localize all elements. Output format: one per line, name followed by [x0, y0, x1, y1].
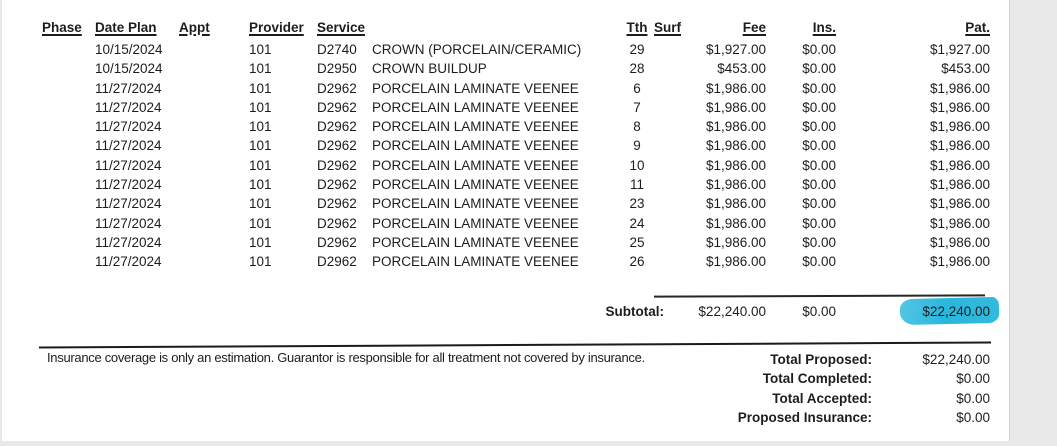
cell-tth: 6 [633, 80, 641, 96]
cell-phase [42, 194, 92, 213]
subtotal-ins: $0.00 [802, 304, 836, 319]
cell-surf [652, 175, 688, 194]
cell-desc: PORCELAIN LAMINATE VEENEE [372, 138, 579, 154]
cell-code: D2962 [317, 157, 357, 173]
cell-fee: $1,986.00 [705, 157, 766, 173]
cell-tth: 25 [629, 234, 645, 250]
cell-provider: 101 [249, 234, 272, 250]
table-row [2, 40, 1010, 59]
cell-tth: 24 [629, 215, 645, 231]
cell-desc: PORCELAIN LAMINATE VEENEE [372, 254, 579, 270]
cell-tth: 10 [629, 157, 645, 173]
cell-date: 10/15/2024 [95, 61, 163, 77]
column-header-appt: Appt [179, 20, 210, 35]
cell-provider: 101 [249, 61, 272, 77]
total-row [692, 389, 990, 408]
total-label: Total Completed: [762, 371, 872, 387]
cell-desc: PORCELAIN LAMINATE VEENEE [372, 80, 579, 96]
cell-appt [179, 156, 245, 175]
cell-date: 11/27/2024 [95, 177, 162, 193]
cell-tth: 28 [629, 61, 645, 77]
cell-pat: $1,986.00 [929, 138, 990, 154]
column-header-fee: Fee [742, 20, 766, 35]
column-header-date-plan: Date Plan [95, 20, 157, 35]
cell-ins: $0.00 [802, 42, 836, 57]
table-row [2, 136, 1010, 155]
cell-provider: 101 [249, 196, 272, 212]
cell-date: 11/27/2024 [95, 234, 162, 250]
cell-appt [179, 98, 245, 117]
totals-block [692, 350, 990, 427]
cell-code: D2962 [317, 177, 357, 193]
cell-date: 11/27/2024 [95, 215, 162, 231]
cell-tth: 29 [629, 42, 645, 57]
cell-tth: 26 [629, 254, 645, 270]
cell-fee: $1,986.00 [705, 177, 766, 193]
cell-phase [42, 59, 92, 78]
cell-pat: $1,986.00 [929, 99, 990, 115]
cell-phase [42, 98, 92, 117]
cell-fee: $1,927.00 [705, 42, 766, 57]
cell-code: D2950 [317, 61, 357, 77]
cell-surf [652, 117, 688, 136]
cell-fee: $1,986.00 [705, 215, 766, 231]
cell-surf [652, 252, 688, 271]
table-row [2, 233, 1010, 252]
cell-ins: $0.00 [802, 119, 836, 135]
subtotal-fee: $22,240.00 [698, 304, 766, 319]
cell-appt [179, 40, 245, 59]
table-rows [2, 40, 1010, 272]
insurance-disclaimer: Insurance coverage is only an estimation. Guarantor is responsible for all treatment not covered by insurance. [47, 350, 645, 365]
cell-fee: $1,986.00 [705, 80, 766, 96]
cell-provider: 101 [249, 138, 272, 154]
cell-ins: $0.00 [802, 177, 836, 193]
total-value: $0.00 [956, 409, 990, 425]
cell-desc: PORCELAIN LAMINATE VEENEE [372, 234, 579, 250]
column-header-ins: Ins. [812, 20, 836, 35]
cell-code: D2962 [317, 234, 357, 250]
cell-desc: PORCELAIN LAMINATE VEENEE [372, 119, 579, 135]
column-header-tth: Tth [626, 20, 648, 35]
subtotal-label: Subtotal: [605, 304, 664, 319]
table-row [2, 156, 1010, 175]
table-row [2, 117, 1010, 136]
cell-surf [652, 40, 688, 59]
cell-surf [652, 214, 688, 233]
cell-appt [179, 136, 245, 155]
cell-surf [652, 233, 688, 252]
cell-code: D2962 [317, 138, 357, 154]
cell-pat: $1,927.00 [929, 42, 990, 57]
cell-tth: 8 [633, 119, 641, 135]
cell-ins: $0.00 [802, 80, 836, 96]
subtotal-pat [836, 302, 990, 321]
cell-provider: 101 [249, 254, 272, 270]
cell-appt [179, 79, 245, 98]
cell-desc: CROWN (PORCELAIN/CERAMIC) [372, 42, 582, 57]
cell-appt [179, 214, 245, 233]
cell-phase [42, 156, 92, 175]
cell-pat: $1,986.00 [929, 80, 990, 96]
cell-code: D2962 [317, 196, 357, 212]
total-row [692, 350, 990, 369]
cell-pat: $1,986.00 [929, 119, 990, 135]
cell-code: D2962 [317, 215, 357, 231]
cell-appt [179, 252, 245, 271]
cell-surf [652, 98, 688, 117]
total-row [692, 369, 990, 388]
cell-code: D2740 [317, 42, 357, 57]
subtotal-rule [654, 294, 985, 297]
cell-phase [42, 79, 92, 98]
cell-provider: 101 [249, 80, 272, 96]
cell-code: D2962 [317, 119, 357, 135]
table-row [2, 59, 1010, 78]
cell-fee: $1,986.00 [705, 119, 766, 135]
cell-pat: $1,986.00 [929, 157, 990, 173]
column-header-phase: Phase [42, 20, 82, 35]
cell-pat: $453.00 [941, 61, 990, 77]
table-header-row [2, 18, 1010, 37]
cell-appt [179, 175, 245, 194]
cell-desc: PORCELAIN LAMINATE VEENEE [372, 196, 579, 212]
cell-code: D2962 [317, 99, 357, 115]
cell-date: 11/27/2024 [95, 157, 162, 173]
cell-surf [652, 136, 688, 155]
total-label: Proposed Insurance: [737, 409, 872, 425]
cell-date: 11/27/2024 [95, 254, 162, 270]
cell-phase [42, 233, 92, 252]
cell-date: 11/27/2024 [95, 196, 162, 212]
cell-phase [42, 252, 92, 271]
cell-pat: $1,986.00 [929, 177, 990, 193]
cell-ins: $0.00 [802, 254, 836, 270]
cell-date: 11/27/2024 [95, 80, 162, 96]
column-header-surf: Surf [654, 20, 681, 35]
cell-phase [42, 117, 92, 136]
cell-pat: $1,986.00 [929, 196, 990, 212]
cell-fee: $1,986.00 [705, 196, 766, 212]
document-page [2, 0, 1010, 441]
cell-phase [42, 175, 92, 194]
cell-desc: PORCELAIN LAMINATE VEENEE [372, 99, 579, 115]
cell-provider: 101 [249, 42, 272, 57]
cell-ins: $0.00 [802, 138, 836, 154]
table-row [2, 79, 1010, 98]
subtotal-row [2, 302, 1010, 321]
cell-date: 10/15/2024 [95, 42, 163, 57]
table-row [2, 175, 1010, 194]
cell-date: 11/27/2024 [95, 119, 162, 135]
cell-tth: 11 [629, 177, 644, 193]
cell-phase [42, 214, 92, 233]
cell-provider: 101 [249, 157, 272, 173]
cell-ins: $0.00 [802, 157, 836, 173]
cell-phase [42, 136, 92, 155]
cell-provider: 101 [249, 215, 272, 231]
cell-appt [179, 233, 245, 252]
cell-ins: $0.00 [802, 196, 836, 212]
total-value: $0.00 [956, 371, 990, 387]
cell-ins: $0.00 [802, 99, 836, 115]
table-row [2, 214, 1010, 233]
cell-tth: 7 [633, 99, 641, 115]
cell-code: D2962 [317, 254, 357, 270]
cell-fee: $1,986.00 [705, 138, 766, 154]
cell-desc: PORCELAIN LAMINATE VEENEE [372, 177, 579, 193]
total-label: Total Accepted: [772, 390, 872, 406]
table-row [2, 98, 1010, 117]
cell-ins: $0.00 [802, 215, 836, 231]
cell-desc: CROWN BUILDUP [372, 61, 487, 77]
cell-ins: $0.00 [802, 61, 836, 77]
cell-desc: PORCELAIN LAMINATE VEENEE [372, 215, 579, 231]
cell-surf [652, 59, 688, 78]
cell-tth: 9 [633, 138, 641, 154]
cell-desc: PORCELAIN LAMINATE VEENEE [372, 157, 579, 173]
cell-appt [179, 117, 245, 136]
table-row [2, 194, 1010, 213]
cell-provider: 101 [249, 177, 272, 193]
cell-date: 11/27/2024 [95, 138, 162, 154]
column-header-provider: Provider [249, 20, 304, 35]
total-value: $22,240.00 [922, 352, 990, 367]
cell-phase [42, 40, 92, 59]
cell-ins: $0.00 [802, 234, 836, 250]
cell-fee: $1,986.00 [705, 254, 766, 270]
cell-provider: 101 [249, 119, 272, 135]
cell-surf [652, 79, 688, 98]
cell-surf [652, 156, 688, 175]
cell-fee: $1,986.00 [705, 99, 766, 115]
total-value: $0.00 [956, 390, 990, 406]
cell-surf [652, 194, 688, 213]
total-label: Total Proposed: [770, 352, 872, 367]
highlighted-patient-subtotal: $22,240.00 [922, 302, 990, 321]
cell-provider: 101 [249, 99, 272, 115]
cell-pat: $1,986.00 [929, 215, 990, 231]
cell-appt [179, 194, 245, 213]
column-header-service: Service [317, 20, 366, 35]
cell-pat: $1,986.00 [929, 234, 990, 250]
table-row [2, 252, 1010, 271]
cell-code: D2962 [317, 80, 357, 96]
cell-date: 11/27/2024 [95, 99, 162, 115]
cell-fee: $1,986.00 [705, 234, 766, 250]
footer-rule [39, 342, 991, 349]
cell-tth: 23 [629, 196, 645, 212]
total-row [692, 408, 990, 427]
cell-appt [179, 59, 245, 78]
column-header-pat: Pat. [965, 20, 990, 35]
cell-fee: $453.00 [717, 61, 766, 77]
cell-pat: $1,986.00 [929, 254, 990, 270]
